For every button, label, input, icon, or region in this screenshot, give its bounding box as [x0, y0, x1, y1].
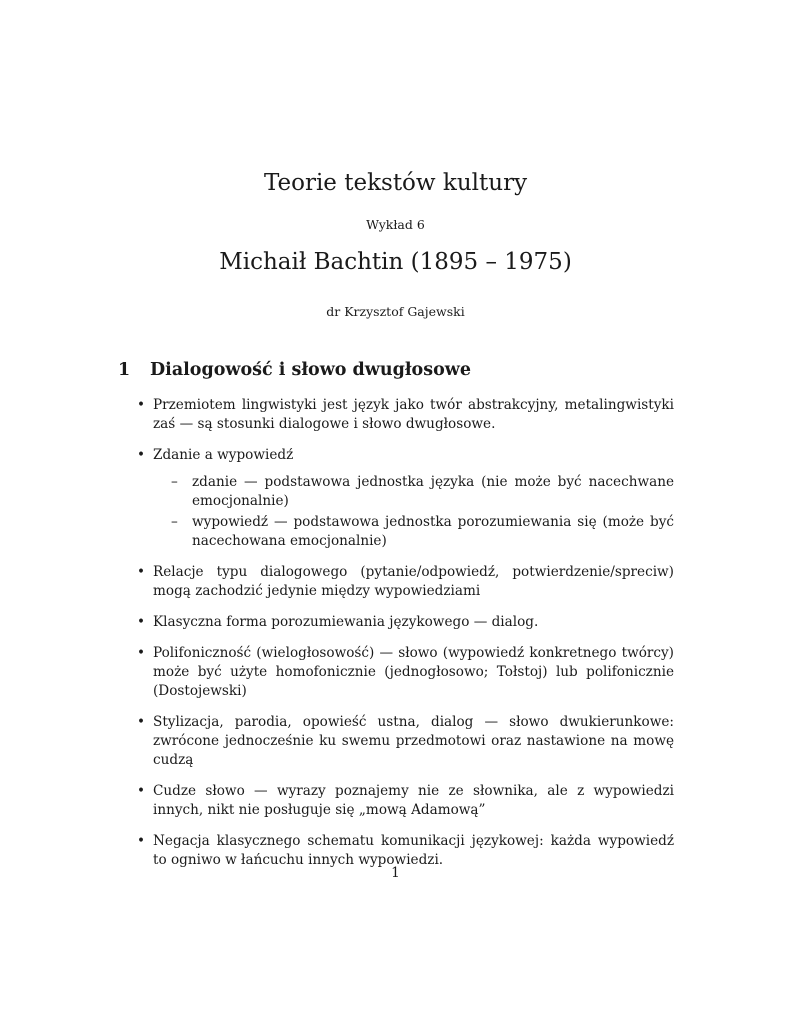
section-title: Dialogowość i słowo dwugłosowe — [150, 360, 471, 380]
list-item — [118, 713, 674, 770]
section-number: 1 — [118, 360, 131, 380]
page-number: 1 — [391, 865, 400, 881]
document-subtitle: Wykład 6 — [366, 217, 425, 232]
bullet-icon: • — [137, 564, 146, 580]
bullet-icon: • — [137, 447, 146, 463]
bullet-icon: • — [137, 614, 146, 630]
lecture-title: Michaił Bachtin (1895 – 1975) — [219, 249, 572, 275]
list-item-text: Polifoniczność (wielogłosowość) — słowo (wypowiedź konkretnego twórcy) może być użyte homofonicznie (jednogłosowo; Tołstoj) lub polifonicznie (Dostojewski) — [153, 645, 674, 699]
section-heading — [118, 360, 471, 380]
list-item — [118, 644, 674, 701]
sub-list — [153, 473, 674, 551]
list-item — [118, 563, 674, 601]
list-item-text: Klasyczna forma porozumiewania językowego — dialog. — [153, 614, 539, 630]
author: dr Krzysztof Gajewski — [326, 304, 465, 319]
sub-list-item — [153, 513, 674, 551]
bullet-list — [118, 396, 674, 870]
bullet-icon: • — [137, 833, 146, 849]
sub-list-item-text: wypowiedź — podstawowa jednostka porozumiewania się (może być nacechowana emocjonalnie) — [192, 514, 674, 549]
list-item-text: Stylizacja, parodia, opowieść ustna, dialog — słowo dwukierunkowe: zwrócone jednocześnie ku swemu przedmotowi oraz nastawione na mowę cudzą — [153, 714, 674, 768]
dash-icon: – — [171, 514, 178, 530]
bullet-icon: • — [137, 397, 146, 413]
sub-list-item-text: zdanie — podstawowa jednostka języka (nie może być nacechwane emocjonalnie) — [192, 474, 674, 509]
list-item-text: Cudze słowo — wyrazy poznajemy nie ze słownika, ale z wypowiedzi innych, nikt nie posługuje się „mową Adamową” — [153, 783, 674, 818]
list-item — [118, 782, 674, 820]
list-item — [118, 446, 674, 551]
list-item-text: Zdanie a wypowiedź — [153, 447, 294, 463]
bullet-icon: • — [137, 645, 146, 661]
list-item — [118, 613, 674, 632]
section-content — [118, 396, 674, 882]
list-item — [118, 396, 674, 434]
sub-list-item — [153, 473, 674, 511]
list-item-text: Przemiotem lingwistyki jest język jako twór abstrakcyjny, metalingwistyki zaś — są stosunki dialogowe i słowo dwugłosowe. — [153, 397, 674, 432]
bullet-icon: • — [137, 714, 146, 730]
dash-icon: – — [171, 474, 178, 490]
bullet-icon: • — [137, 783, 146, 799]
list-item-text: Relacje typu dialogowego (pytanie/odpowiedź, potwierdzenie/spreciw) mogą zachodzić jedynie między wypowiedziami — [153, 564, 674, 599]
document-title: Teorie tekstów kultury — [263, 170, 528, 196]
list-item-text: Negacja klasycznego schematu komunikacji językowej: każda wypowiedź to ogniwo w łańcuchu innych wypowiedzi. — [153, 833, 674, 868]
